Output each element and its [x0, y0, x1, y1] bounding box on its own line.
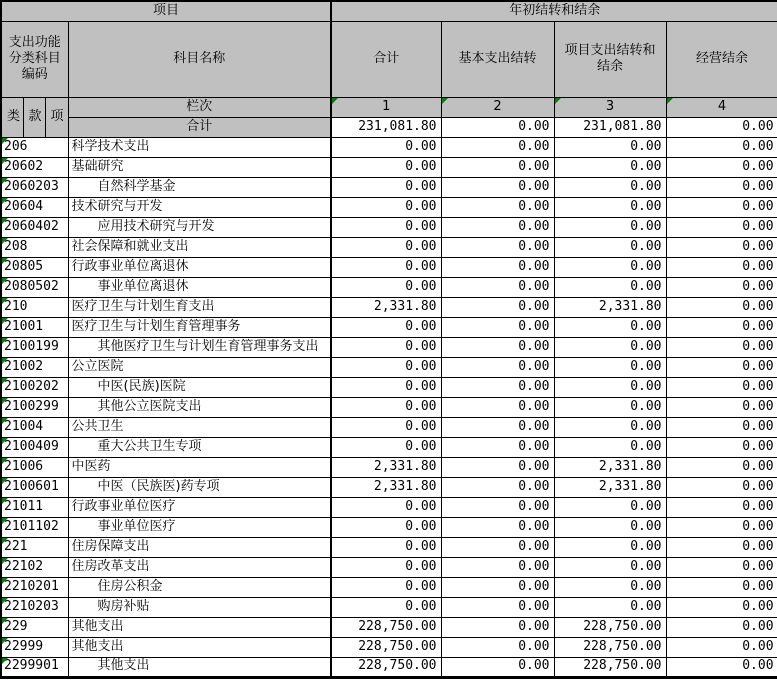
table-row	[1, 477, 777, 497]
value-cell[interactable]: 0.00	[554, 137, 666, 157]
header-column-index-cell[interactable]: 栏次	[68, 97, 331, 117]
value-cell[interactable]: 228,750.00	[554, 657, 666, 677]
column-number: 3	[605, 98, 615, 114]
error-flag-icon	[2, 378, 8, 384]
header-item-cell[interactable]: 项	[45, 97, 68, 137]
value-cell[interactable]: 0.00	[441, 557, 554, 577]
column-number: 4	[717, 98, 727, 114]
code-cell[interactable]	[1, 477, 68, 497]
subject-name-cell[interactable]: 公立医院	[68, 357, 331, 377]
subject-name-cell[interactable]: 基础研究	[68, 157, 331, 177]
code-text: 2060203	[4, 178, 59, 194]
error-flag-icon	[2, 278, 8, 284]
value-cell[interactable]: 0.00	[331, 377, 441, 397]
code-text: 2100299	[4, 398, 59, 414]
table-row	[1, 457, 777, 477]
value-cell[interactable]: 0.00	[666, 537, 777, 557]
value-cell[interactable]: 0.00	[331, 197, 441, 217]
table-row	[1, 377, 777, 397]
value-cell[interactable]: 0.00	[554, 397, 666, 417]
value-cell[interactable]: 0.00	[666, 377, 777, 397]
total-row	[1, 117, 777, 137]
code-cell[interactable]	[1, 277, 68, 297]
table-body	[1, 1, 777, 677]
value-cell[interactable]: 0.00	[331, 497, 441, 517]
subject-name-cell[interactable]: 行政事业单位医疗	[68, 497, 331, 517]
code-cell[interactable]	[1, 357, 68, 377]
value-cell[interactable]: 228,750.00	[554, 617, 666, 637]
value-cell[interactable]: 0.00	[666, 177, 777, 197]
value-cell[interactable]: 0.00	[554, 357, 666, 377]
table-row	[1, 637, 777, 657]
code-text: 206	[4, 138, 28, 154]
code-text: 2210203	[4, 598, 59, 614]
column-number-cell[interactable]	[554, 97, 666, 117]
table-row	[1, 357, 777, 377]
value-cell[interactable]: 0.00	[441, 617, 554, 637]
code-cell[interactable]	[1, 337, 68, 357]
code-cell[interactable]	[1, 297, 68, 317]
value-cell[interactable]: 0.00	[554, 217, 666, 237]
value-cell[interactable]: 0.00	[331, 417, 441, 437]
subject-name-cell[interactable]: 住房改革支出	[68, 557, 331, 577]
error-flag-icon	[2, 238, 8, 244]
value-cell[interactable]: 0.00	[666, 517, 777, 537]
value-cell[interactable]: 228,750.00	[554, 637, 666, 657]
table-row	[1, 137, 777, 157]
value-cell[interactable]: 0.00	[554, 317, 666, 337]
code-cell[interactable]	[1, 257, 68, 277]
error-flag-icon	[2, 218, 8, 224]
code-text: 229	[4, 618, 28, 634]
header-carryover-cell[interactable]: 年初结转和结余	[331, 1, 777, 21]
code-cell[interactable]	[1, 157, 68, 177]
value-cell[interactable]: 0.00	[441, 397, 554, 417]
header-subject-name-cell[interactable]: 科目名称	[68, 21, 331, 97]
value-cell[interactable]: 0.00	[554, 417, 666, 437]
code-text: 21011	[4, 498, 44, 514]
value-cell[interactable]: 0.00	[441, 197, 554, 217]
column-index-row	[1, 97, 777, 117]
subject-name-cell[interactable]: 中医药	[68, 457, 331, 477]
error-flag-icon	[555, 98, 561, 104]
error-flag-icon	[2, 558, 8, 564]
error-flag-icon	[2, 578, 8, 584]
code-text: 22999	[4, 638, 44, 654]
value-cell[interactable]: 0.00	[666, 497, 777, 517]
value-cell[interactable]: 0.00	[441, 417, 554, 437]
value-cell[interactable]: 0.00	[666, 257, 777, 277]
total-value-cell[interactable]: 231,081.80	[554, 117, 666, 137]
value-cell[interactable]: 0.00	[331, 237, 441, 257]
value-cell[interactable]: 2,331.80	[554, 457, 666, 477]
value-cell[interactable]: 228,750.00	[331, 657, 441, 677]
group-header-row	[1, 1, 777, 21]
value-cell[interactable]: 0.00	[441, 157, 554, 177]
table-row	[1, 517, 777, 537]
code-text: 210	[4, 298, 28, 314]
code-cell[interactable]	[1, 497, 68, 517]
value-cell[interactable]: 0.00	[666, 277, 777, 297]
error-flag-icon	[2, 478, 8, 484]
code-text: 2101102	[4, 518, 59, 534]
value-cell[interactable]: 0.00	[554, 197, 666, 217]
value-cell[interactable]: 0.00	[666, 637, 777, 657]
value-cell[interactable]: 0.00	[331, 217, 441, 237]
table-row	[1, 217, 777, 237]
value-cell[interactable]: 0.00	[331, 277, 441, 297]
code-text: 21002	[4, 358, 44, 374]
value-cell[interactable]: 0.00	[331, 137, 441, 157]
code-text: 21004	[4, 418, 44, 434]
code-cell[interactable]	[1, 517, 68, 537]
table-row	[1, 397, 777, 417]
error-flag-icon	[2, 598, 8, 604]
subject-name-cell[interactable]: 购房补贴	[68, 597, 331, 617]
value-cell[interactable]: 0.00	[666, 617, 777, 637]
value-cell[interactable]: 0.00	[666, 457, 777, 477]
code-text: 2100601	[4, 478, 59, 494]
subject-name-cell[interactable]: 中医(民族)医院	[68, 377, 331, 397]
value-cell[interactable]: 0.00	[666, 217, 777, 237]
table-row	[1, 297, 777, 317]
table-row	[1, 617, 777, 637]
value-cell[interactable]: 0.00	[554, 237, 666, 257]
code-text: 20604	[4, 198, 44, 214]
table-row	[1, 577, 777, 597]
value-cell[interactable]: 0.00	[666, 437, 777, 457]
error-flag-icon	[2, 658, 8, 664]
value-cell[interactable]: 0.00	[331, 537, 441, 557]
value-cell[interactable]: 0.00	[666, 337, 777, 357]
subject-name-cell[interactable]: 住房公积金	[68, 577, 331, 597]
code-text: 2210201	[4, 578, 59, 594]
subject-name-cell[interactable]: 医疗卫生与计划生育管理事务	[68, 317, 331, 337]
value-cell[interactable]: 0.00	[441, 137, 554, 157]
value-cell[interactable]: 0.00	[666, 657, 777, 677]
code-text: 22102	[4, 558, 44, 574]
value-cell[interactable]: 0.00	[666, 597, 777, 617]
table-row	[1, 197, 777, 217]
value-cell[interactable]: 0.00	[331, 397, 441, 417]
value-cell[interactable]: 0.00	[441, 217, 554, 237]
value-cell[interactable]: 0.00	[666, 357, 777, 377]
subject-name-cell[interactable]: 医疗卫生与计划生育支出	[68, 297, 331, 317]
subject-name-cell[interactable]: 社会保障和就业支出	[68, 237, 331, 257]
subject-name-cell[interactable]: 事业单位医疗	[68, 517, 331, 537]
table-row	[1, 237, 777, 257]
code-cell[interactable]	[1, 557, 68, 577]
table-row	[1, 277, 777, 297]
value-cell[interactable]: 0.00	[441, 177, 554, 197]
subject-name-cell[interactable]: 住房保障支出	[68, 537, 331, 557]
table-row	[1, 257, 777, 277]
code-text: 221	[4, 538, 28, 554]
subject-name-cell[interactable]: 自然科学基金	[68, 177, 331, 197]
code-cell[interactable]	[1, 197, 68, 217]
value-cell[interactable]: 0.00	[441, 477, 554, 497]
value-cell[interactable]: 228,750.00	[331, 617, 441, 637]
value-cell[interactable]: 0.00	[666, 137, 777, 157]
table-row	[1, 157, 777, 177]
value-cell[interactable]: 0.00	[441, 577, 554, 597]
code-cell[interactable]	[1, 657, 68, 677]
code-text: 2299901	[4, 658, 59, 674]
value-cell[interactable]: 0.00	[441, 297, 554, 317]
total-row-label-cell[interactable]: 合计	[68, 117, 331, 137]
header-total-cell[interactable]: 合计	[331, 21, 441, 97]
value-cell[interactable]: 0.00	[554, 337, 666, 357]
value-cell[interactable]: 0.00	[554, 437, 666, 457]
subject-name-cell[interactable]: 科学技术支出	[68, 137, 331, 157]
subject-name-cell[interactable]: 其他支出	[68, 637, 331, 657]
column-number-cell[interactable]	[441, 97, 554, 117]
value-cell[interactable]: 0.00	[331, 437, 441, 457]
table-row	[1, 497, 777, 517]
value-cell[interactable]: 0.00	[554, 557, 666, 577]
value-cell[interactable]: 0.00	[666, 477, 777, 497]
value-cell[interactable]: 0.00	[441, 597, 554, 617]
code-text: 208	[4, 238, 28, 254]
value-cell[interactable]: 0.00	[554, 537, 666, 557]
value-cell[interactable]: 228,750.00	[331, 637, 441, 657]
value-cell[interactable]: 0.00	[331, 557, 441, 577]
value-cell[interactable]: 0.00	[441, 457, 554, 477]
code-cell[interactable]	[1, 177, 68, 197]
code-cell[interactable]	[1, 237, 68, 257]
code-cell[interactable]	[1, 537, 68, 557]
value-cell[interactable]: 0.00	[331, 597, 441, 617]
total-value-cell[interactable]: 231,081.80	[331, 117, 441, 137]
code-cell[interactable]	[1, 577, 68, 597]
table-row	[1, 417, 777, 437]
value-cell[interactable]: 0.00	[666, 297, 777, 317]
error-flag-icon	[2, 458, 8, 464]
value-cell[interactable]: 0.00	[666, 157, 777, 177]
value-cell[interactable]: 0.00	[441, 277, 554, 297]
subject-name-cell[interactable]: 重大公共卫生专项	[68, 437, 331, 457]
value-cell[interactable]: 0.00	[441, 357, 554, 377]
code-text: 2100202	[4, 378, 59, 394]
error-flag-icon	[2, 518, 8, 524]
code-text: 2100199	[4, 338, 59, 354]
header-basic-carryover-cell[interactable]: 基本支出结转	[441, 21, 554, 97]
code-text: 2080502	[4, 278, 59, 294]
code-text: 21006	[4, 458, 44, 474]
code-cell[interactable]	[1, 637, 68, 657]
header-project-cell[interactable]: 项目	[1, 1, 331, 21]
code-cell[interactable]	[1, 217, 68, 237]
value-cell[interactable]: 0.00	[441, 517, 554, 537]
table-row	[1, 597, 777, 617]
code-text: 20805	[4, 258, 44, 274]
value-cell[interactable]: 2,331.80	[331, 457, 441, 477]
value-cell[interactable]: 2,331.80	[331, 477, 441, 497]
code-cell[interactable]	[1, 437, 68, 457]
subject-name-cell[interactable]: 技术研究与开发	[68, 197, 331, 217]
subject-name-cell[interactable]: 行政事业单位离退休	[68, 257, 331, 277]
column-number-cell[interactable]	[666, 97, 777, 117]
value-cell[interactable]: 0.00	[441, 437, 554, 457]
value-cell[interactable]: 0.00	[441, 637, 554, 657]
code-text: 20602	[4, 158, 44, 174]
column-number: 2	[493, 98, 502, 114]
value-cell[interactable]: 0.00	[331, 317, 441, 337]
value-cell[interactable]: 0.00	[441, 237, 554, 257]
error-flag-icon	[442, 98, 448, 104]
error-flag-icon	[2, 158, 8, 164]
value-cell[interactable]: 0.00	[331, 337, 441, 357]
value-cell[interactable]: 0.00	[554, 577, 666, 597]
value-cell[interactable]: 0.00	[554, 597, 666, 617]
subject-name-cell[interactable]: 其他公立医院支出	[68, 397, 331, 417]
error-flag-icon	[2, 258, 8, 264]
value-cell[interactable]: 0.00	[666, 237, 777, 257]
code-text: 2060402	[4, 218, 59, 234]
subject-name-cell[interactable]: 其他支出	[68, 617, 331, 637]
table-row	[1, 337, 777, 357]
header-class-cell[interactable]: 类	[1, 97, 23, 137]
subject-name-cell[interactable]: 公共卫生	[68, 417, 331, 437]
error-flag-icon	[332, 98, 338, 104]
value-cell[interactable]: 0.00	[331, 517, 441, 537]
value-cell[interactable]: 2,331.80	[554, 477, 666, 497]
error-flag-icon	[2, 178, 8, 184]
value-cell[interactable]: 0.00	[441, 377, 554, 397]
error-flag-icon	[2, 438, 8, 444]
total-value-cell[interactable]: 0.00	[666, 117, 777, 137]
code-text: 2100409	[4, 438, 59, 454]
value-cell[interactable]: 0.00	[554, 517, 666, 537]
value-cell[interactable]: 0.00	[554, 497, 666, 517]
value-cell[interactable]: 0.00	[331, 177, 441, 197]
error-flag-icon	[2, 198, 8, 204]
code-cell[interactable]	[1, 397, 68, 417]
error-flag-icon	[667, 98, 673, 104]
column-number-cell[interactable]	[331, 97, 441, 117]
value-cell[interactable]: 0.00	[666, 197, 777, 217]
value-cell[interactable]: 0.00	[554, 177, 666, 197]
error-flag-icon	[2, 638, 8, 644]
code-text: 21001	[4, 318, 44, 334]
column-number: 1	[382, 98, 391, 114]
subject-name-cell[interactable]: 事业单位离退休	[68, 277, 331, 297]
code-cell[interactable]	[1, 317, 68, 337]
value-cell[interactable]: 0.00	[441, 317, 554, 337]
table-row	[1, 437, 777, 457]
value-cell[interactable]: 0.00	[441, 257, 554, 277]
table-row	[1, 177, 777, 197]
value-cell[interactable]: 0.00	[554, 277, 666, 297]
value-cell[interactable]: 0.00	[554, 157, 666, 177]
error-flag-icon	[2, 538, 8, 544]
value-cell[interactable]: 0.00	[441, 337, 554, 357]
total-value-cell[interactable]: 0.00	[441, 117, 554, 137]
header-project-carryover-cell[interactable]: 项目支出结转和结余	[554, 21, 666, 97]
table-row	[1, 537, 777, 557]
value-cell[interactable]: 0.00	[331, 357, 441, 377]
subject-name-cell[interactable]: 中医（民族医)药专项	[68, 477, 331, 497]
code-cell[interactable]	[1, 137, 68, 157]
header-section-cell[interactable]: 款	[23, 97, 45, 137]
value-cell[interactable]: 0.00	[666, 417, 777, 437]
error-flag-icon	[2, 398, 8, 404]
value-cell[interactable]: 0.00	[666, 397, 777, 417]
table-row	[1, 657, 777, 677]
header-code-cell[interactable]: 支出功能分类科目编码	[1, 21, 68, 97]
value-cell[interactable]: 0.00	[331, 157, 441, 177]
code-cell[interactable]	[1, 617, 68, 637]
subject-name-cell[interactable]: 应用技术研究与开发	[68, 217, 331, 237]
code-cell[interactable]	[1, 457, 68, 477]
code-cell[interactable]	[1, 597, 68, 617]
value-cell[interactable]: 0.00	[666, 577, 777, 597]
value-cell[interactable]: 2,331.80	[331, 297, 441, 317]
value-cell[interactable]: 0.00	[554, 257, 666, 277]
code-cell[interactable]	[1, 377, 68, 397]
value-cell[interactable]: 0.00	[666, 557, 777, 577]
value-cell[interactable]: 0.00	[331, 257, 441, 277]
table-row	[1, 317, 777, 337]
value-cell[interactable]: 0.00	[331, 577, 441, 597]
table-row	[1, 557, 777, 577]
value-cell[interactable]: 0.00	[554, 377, 666, 397]
column-header-row	[1, 21, 777, 97]
value-cell[interactable]: 0.00	[441, 537, 554, 557]
value-cell[interactable]: 2,331.80	[554, 297, 666, 317]
error-flag-icon	[2, 138, 8, 144]
value-cell[interactable]: 0.00	[441, 497, 554, 517]
error-flag-icon	[2, 298, 8, 304]
header-operating-balance-cell[interactable]: 经营结余	[666, 21, 777, 97]
error-flag-icon	[2, 358, 8, 364]
error-flag-icon	[2, 498, 8, 504]
error-flag-icon	[2, 618, 8, 624]
value-cell[interactable]: 0.00	[441, 657, 554, 677]
error-flag-icon	[2, 338, 8, 344]
value-cell[interactable]: 0.00	[666, 317, 777, 337]
subject-name-cell[interactable]: 其他支出	[68, 657, 331, 677]
subject-name-cell[interactable]: 其他医疗卫生与计划生育管理事务支出	[68, 337, 331, 357]
error-flag-icon	[2, 418, 8, 424]
error-flag-icon	[2, 318, 8, 324]
code-cell[interactable]	[1, 417, 68, 437]
